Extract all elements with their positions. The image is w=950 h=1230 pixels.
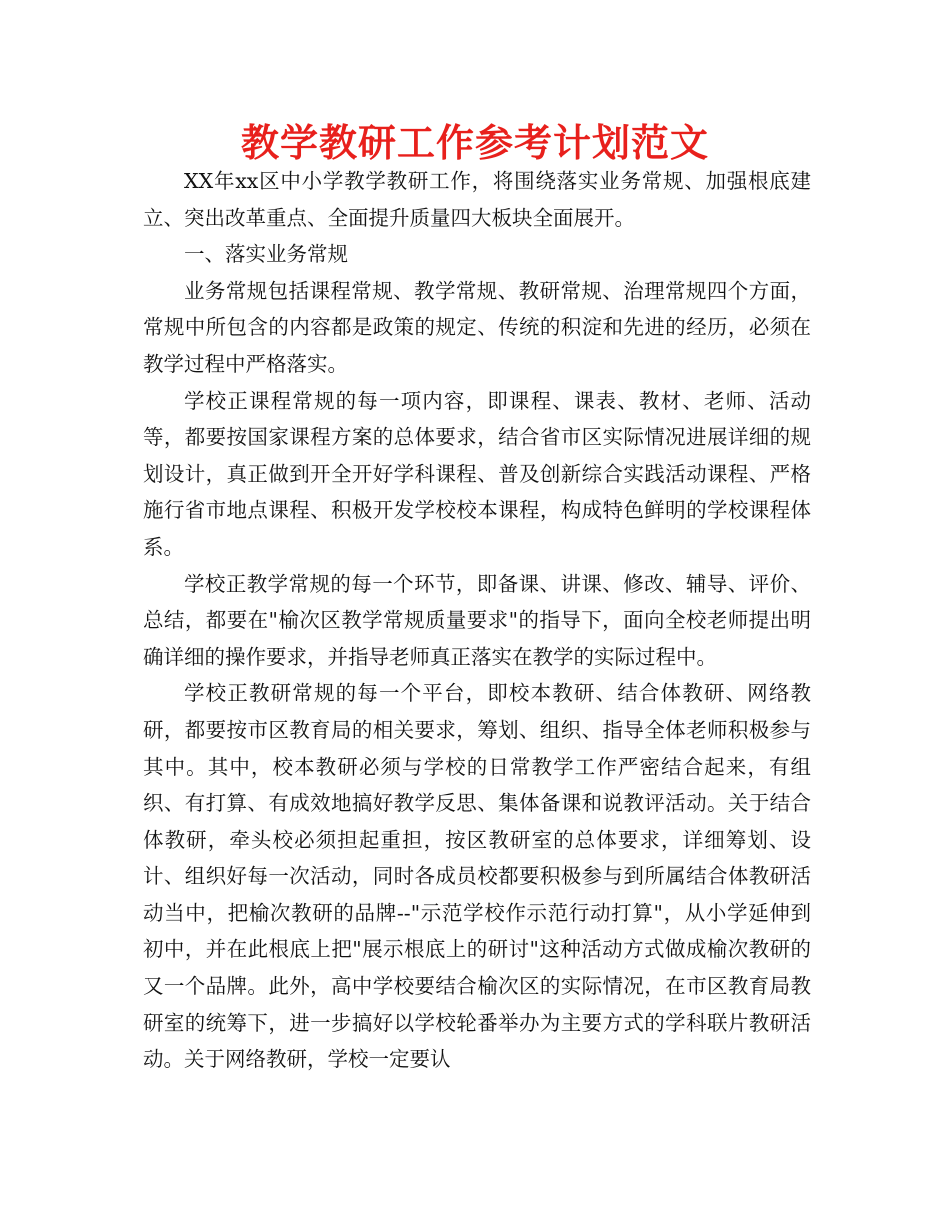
paragraph-research-routine: 学校正教研常规的每一个平台，即校本教研、结合体教研、网络教研，都要按市区教育局的相关要求，筹划、组织、指导全体老师积极参与其中。其中，校本教研必须与学校的日常教学工作严密结合起来，有组织、有打算、有成效地搞好教学反思、集体备课和说教评活动。关于结合体教研，牵头校必须担起重担，按区教研室的总体要求，详细筹划、设计、组织好每一次活动，同时各成员校都要积极参与到所属结合体教研活动当中，把榆次教研的品牌--"示范学校作示范行动打算"，从小学延伸到初中，并在此根底上把"展示根底上的研讨"这种活动方式做成榆次教研的又一个品牌。此外，高中学校要结合榆次区的实际情况，在市区教育局教研室的统筹下，进一步搞好以学校轮番举办为主要方式的学科联片教研活动。关于网络教研，学校一定要认	[143, 681, 811, 1072]
paragraph-curriculum-routine: 学校正课程常规的每一项内容，即课程、课表、教材、老师、活动等，都要按国家课程方案的总体要求，结合省市区实际情况进展详细的规划设计，真正做到开全开好学科课程、普及创新综合实践活动课程、严格施行省市地点课程、积极开发学校校本课程，构成特色鲜明的学校课程体系。	[143, 388, 811, 559]
document-title: 教学教研工作参考计划范文	[240, 121, 709, 165]
section-heading: 一、落实业务常规	[184, 242, 348, 267]
document-body	[143, 163, 811, 1078]
paragraph-intro: XX年xx区中小学教学教研工作，将围绕落实业务常规、加强根底建立、突出改革重点、全面提升质量四大板块全面展开。	[143, 169, 811, 230]
paragraph-routine-overview: 业务常规包括课程常规、教学常规、教研常规、治理常规四个方面，常规中所包含的内容都是政策的规定、传统的积淀和先进的经历，必须在教学过程中严格落实。	[143, 278, 811, 376]
paragraph-teaching-routine: 学校正教学常规的每一个环节，即备课、讲课、修改、辅导、评价、总结，都要在"榆次区教学常规质量要求"的指导下，面向全校老师提出明确详细的操作要求，并指导老师真正落实在教学的实际过程中。	[143, 571, 811, 669]
